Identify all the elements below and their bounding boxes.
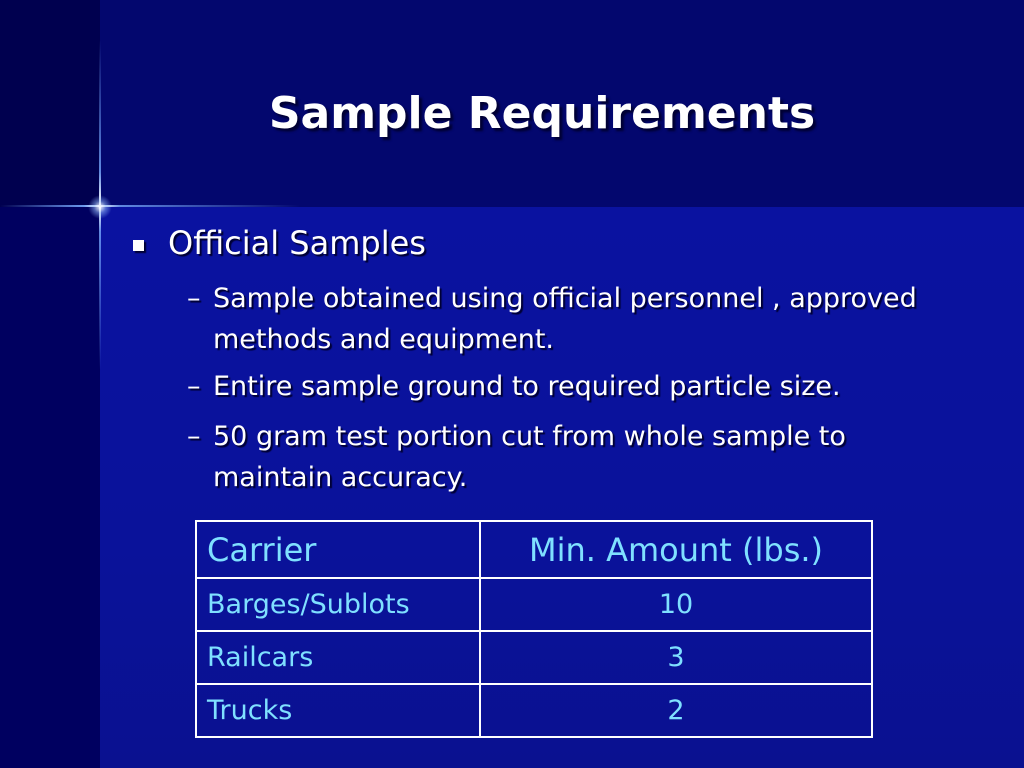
header-carrier: Carrier	[196, 521, 480, 578]
sub-bullet-text: Entire sample ground to required particle size.	[213, 371, 841, 402]
dash-bullet-icon: –	[187, 283, 201, 314]
cell-carrier: Railcars	[196, 631, 480, 684]
bullet-text: Official Samples	[168, 224, 426, 262]
sample-amount-table	[195, 520, 873, 738]
light-flare-glow	[88, 195, 112, 219]
slide-title: Sample Requirements	[268, 88, 816, 139]
sub-bullet-1	[187, 278, 917, 360]
cell-amount: 3	[480, 631, 872, 684]
dash-bullet-icon: –	[187, 421, 201, 452]
cell-carrier: Barges/Sublots	[196, 578, 480, 631]
light-flare-horizontal	[0, 205, 300, 207]
cell-amount: 2	[480, 684, 872, 737]
sub-bullet-3	[187, 416, 917, 498]
corner-background-block	[0, 0, 100, 207]
bullet-official-samples	[133, 224, 426, 262]
table-row	[196, 631, 872, 684]
table-row	[196, 578, 872, 631]
table-header-row	[196, 521, 872, 578]
square-bullet-icon	[133, 240, 144, 251]
table-row	[196, 684, 872, 737]
sub-bullet-2	[187, 366, 917, 407]
sub-bullet-text: Sample obtained using official personnel , approved methods and equipment.	[213, 283, 917, 355]
dash-bullet-icon: –	[187, 371, 201, 402]
cell-amount: 10	[480, 578, 872, 631]
cell-carrier: Trucks	[196, 684, 480, 737]
header-min-amount: Min. Amount (lbs.)	[480, 521, 872, 578]
sub-bullet-text: 50 gram test portion cut from whole sample to maintain accuracy.	[213, 421, 846, 493]
